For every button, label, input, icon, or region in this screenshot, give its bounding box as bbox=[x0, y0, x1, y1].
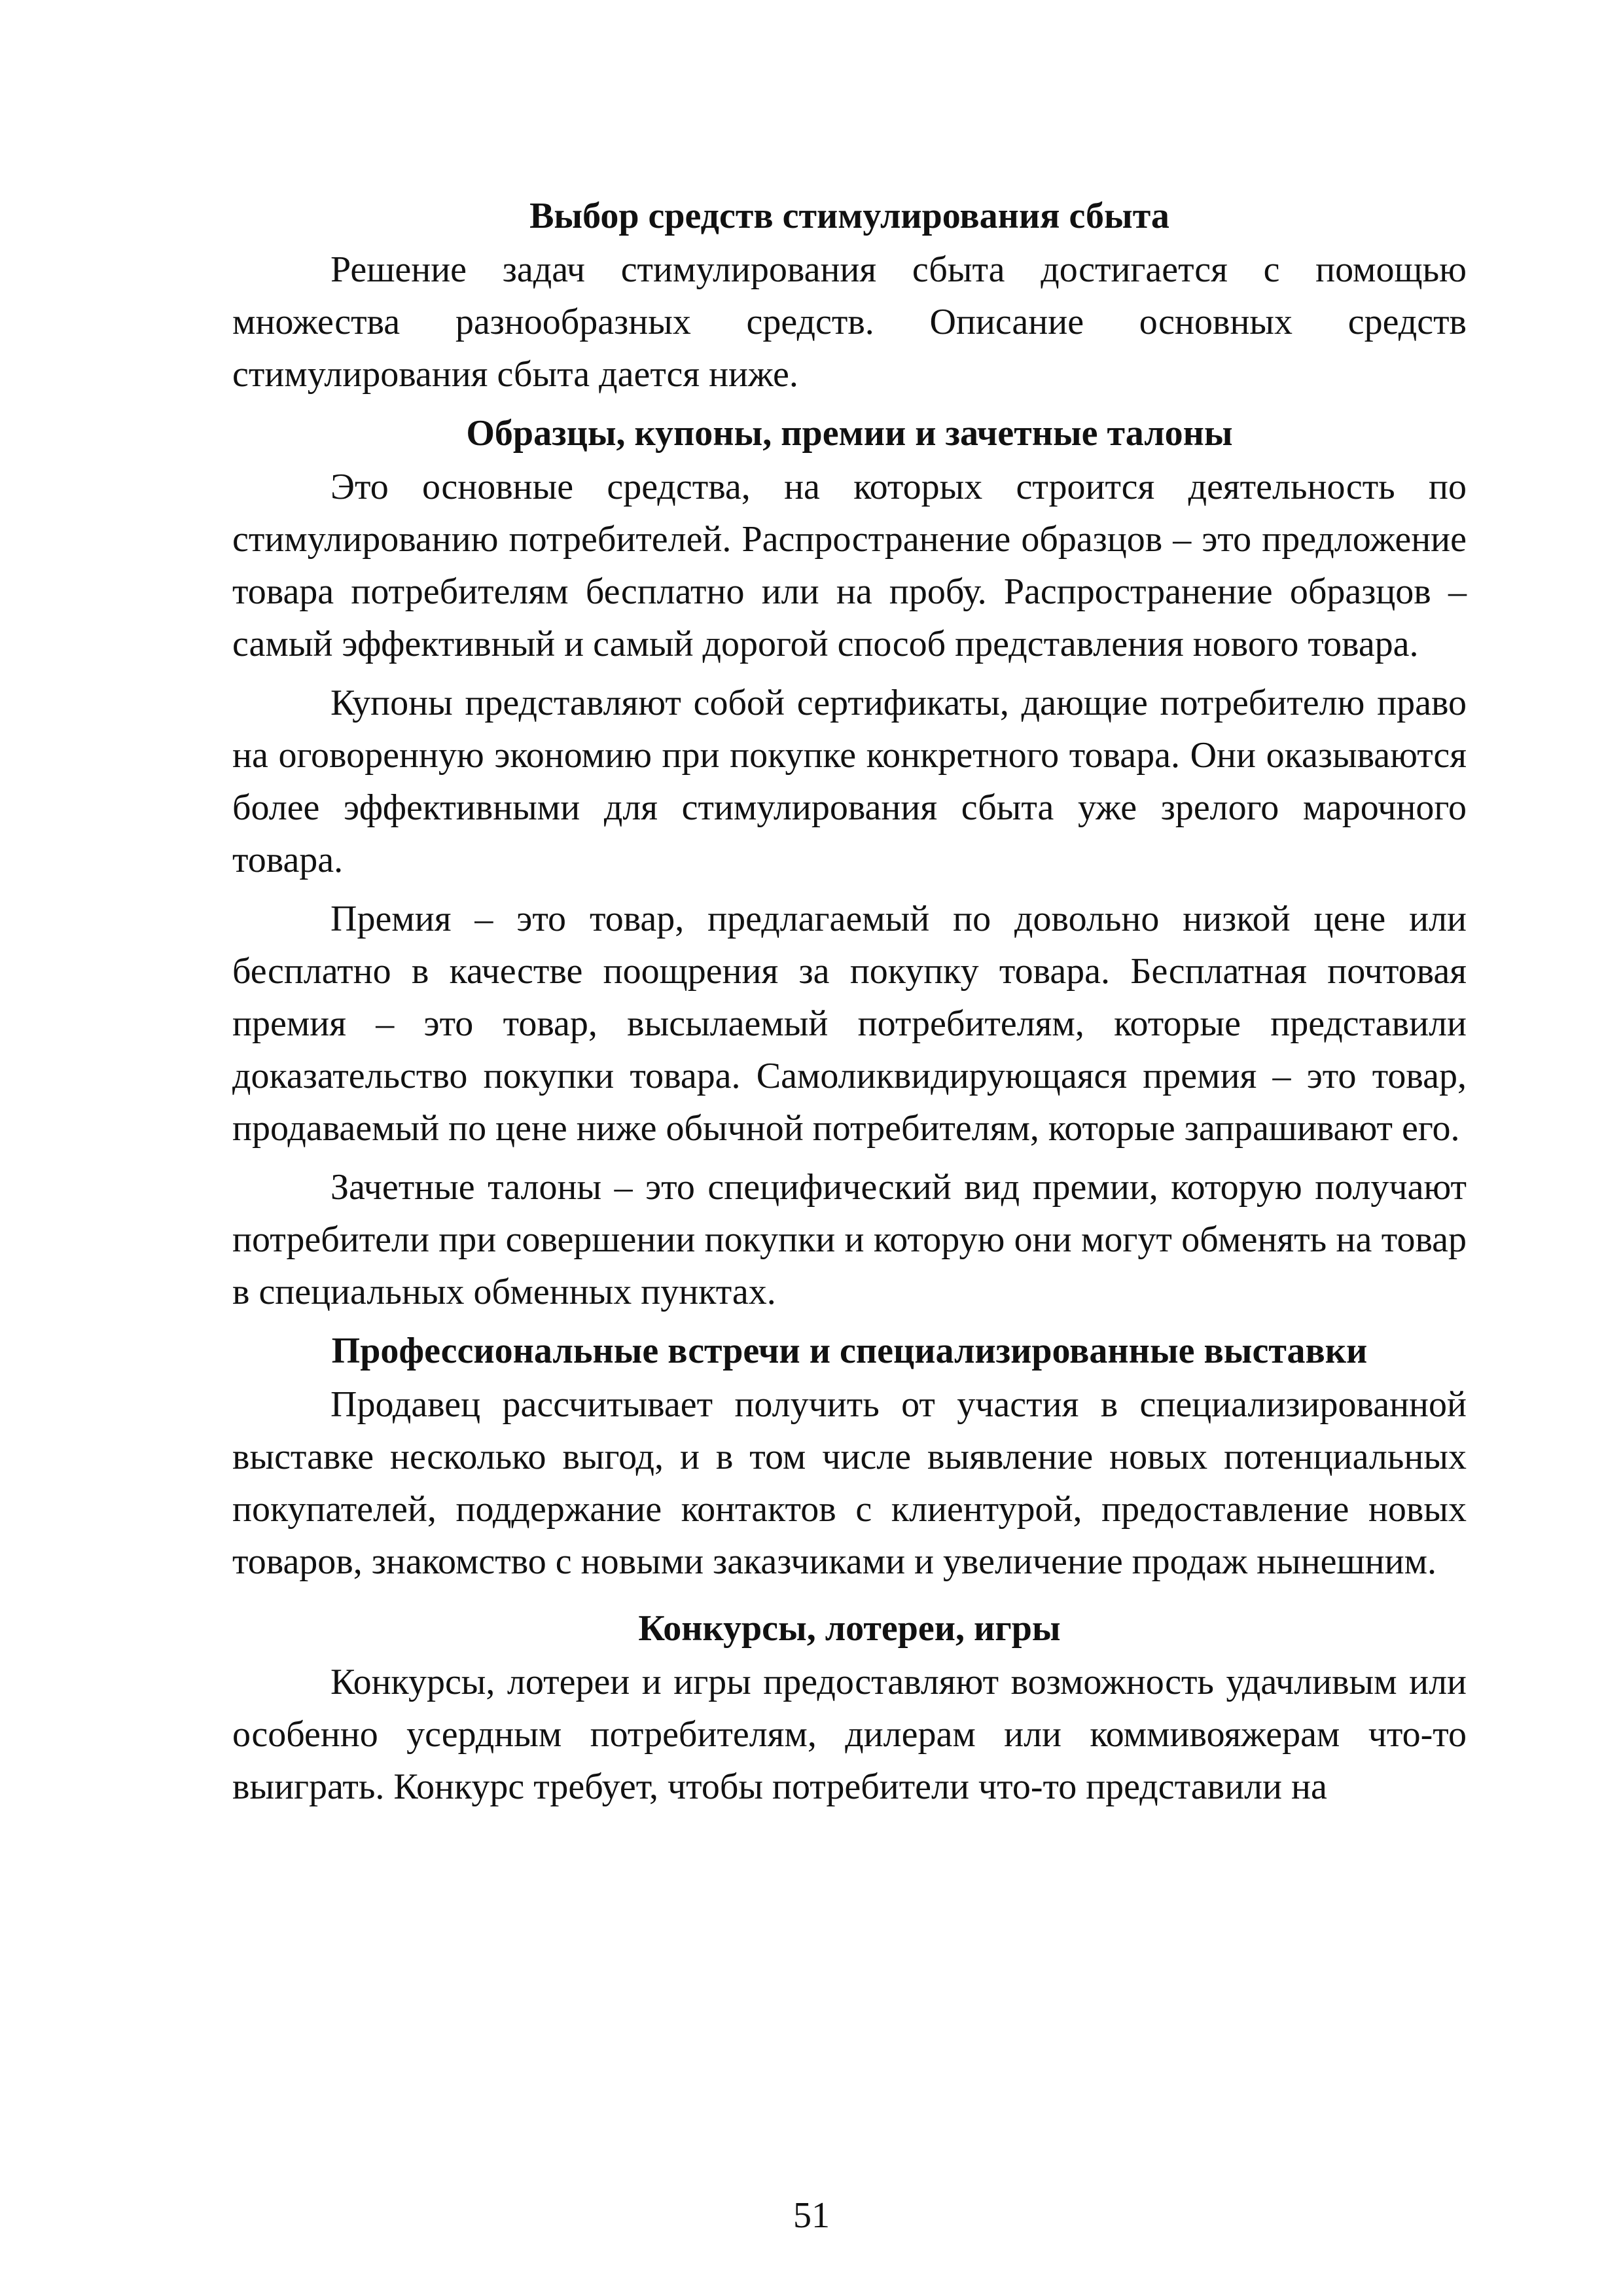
section-heading-trade-shows: Профессиональные встречи и специализированные выставки bbox=[331, 1331, 1368, 1371]
paragraph: Решение задач стимулирования сбыта достигается с помощью множества разнообразных средств. Описание основных средств стимулирования сбыта дается ниже. bbox=[232, 249, 1467, 395]
section-heading-contests-lotteries: Конкурсы, лотереи, игры bbox=[638, 1608, 1061, 1649]
paragraph: Зачетные талоны – это специфический вид премии, которую получают потребители при совершении покупки и которую они могут обменять на товар в специальных обменных пунктах. bbox=[232, 1167, 1467, 1312]
paragraph: Премия – это товар, предлагаемый по довольно низкой цене или бесплатно в качестве поощрения за покупку товара. Бесплатная почтовая премия – это товар, высылаемый потребителям, которые представили доказательство покупки товара. Самоликвидирующаяся премия – это товар, продаваемый по цене ниже обычной потребителям, которые запрашивают его. bbox=[232, 899, 1467, 1149]
paragraph: Конкурсы, лотереи и игры предоставляют возможность удачливым или особенно усердным потребителям, дилерам или коммивояжерам что-то выиграть. Конкурс требует, чтобы потребители что-то представили на bbox=[232, 1662, 1467, 1807]
paragraph: Купоны представляют собой сертификаты, дающие потребителю право на оговоренную экономию при покупке конкретного товара. Они оказываются более эффективными для стимулирования сбыта уже зрелого марочного товара. bbox=[232, 683, 1467, 880]
section-heading-samples-coupons: Образцы, купоны, премии и зачетные талоны bbox=[466, 413, 1233, 454]
page-number: 51 bbox=[793, 2195, 830, 2236]
paragraph: Это основные средства, на которых строится деятельность по стимулированию потребителей. Распространение образцов – это предложение товара потребителям бесплатно или на пробу. Распространение образцов – самый эффективный и самый дорогой способ представления нового товара. bbox=[232, 467, 1467, 664]
page-body bbox=[232, 190, 1467, 1813]
paragraph: Продавец рассчитывает получить от участия в специализированной выставке несколько выгод, и в том числе выявление новых потенциальных покупателей, поддержание контактов с клиентурой, предоставление новых товаров, знакомство с новыми заказчиками и увеличение продаж нынешним. bbox=[232, 1384, 1467, 1582]
section-heading-sales-promotion-tools: Выбор средств стимулирования сбыта bbox=[529, 196, 1169, 236]
